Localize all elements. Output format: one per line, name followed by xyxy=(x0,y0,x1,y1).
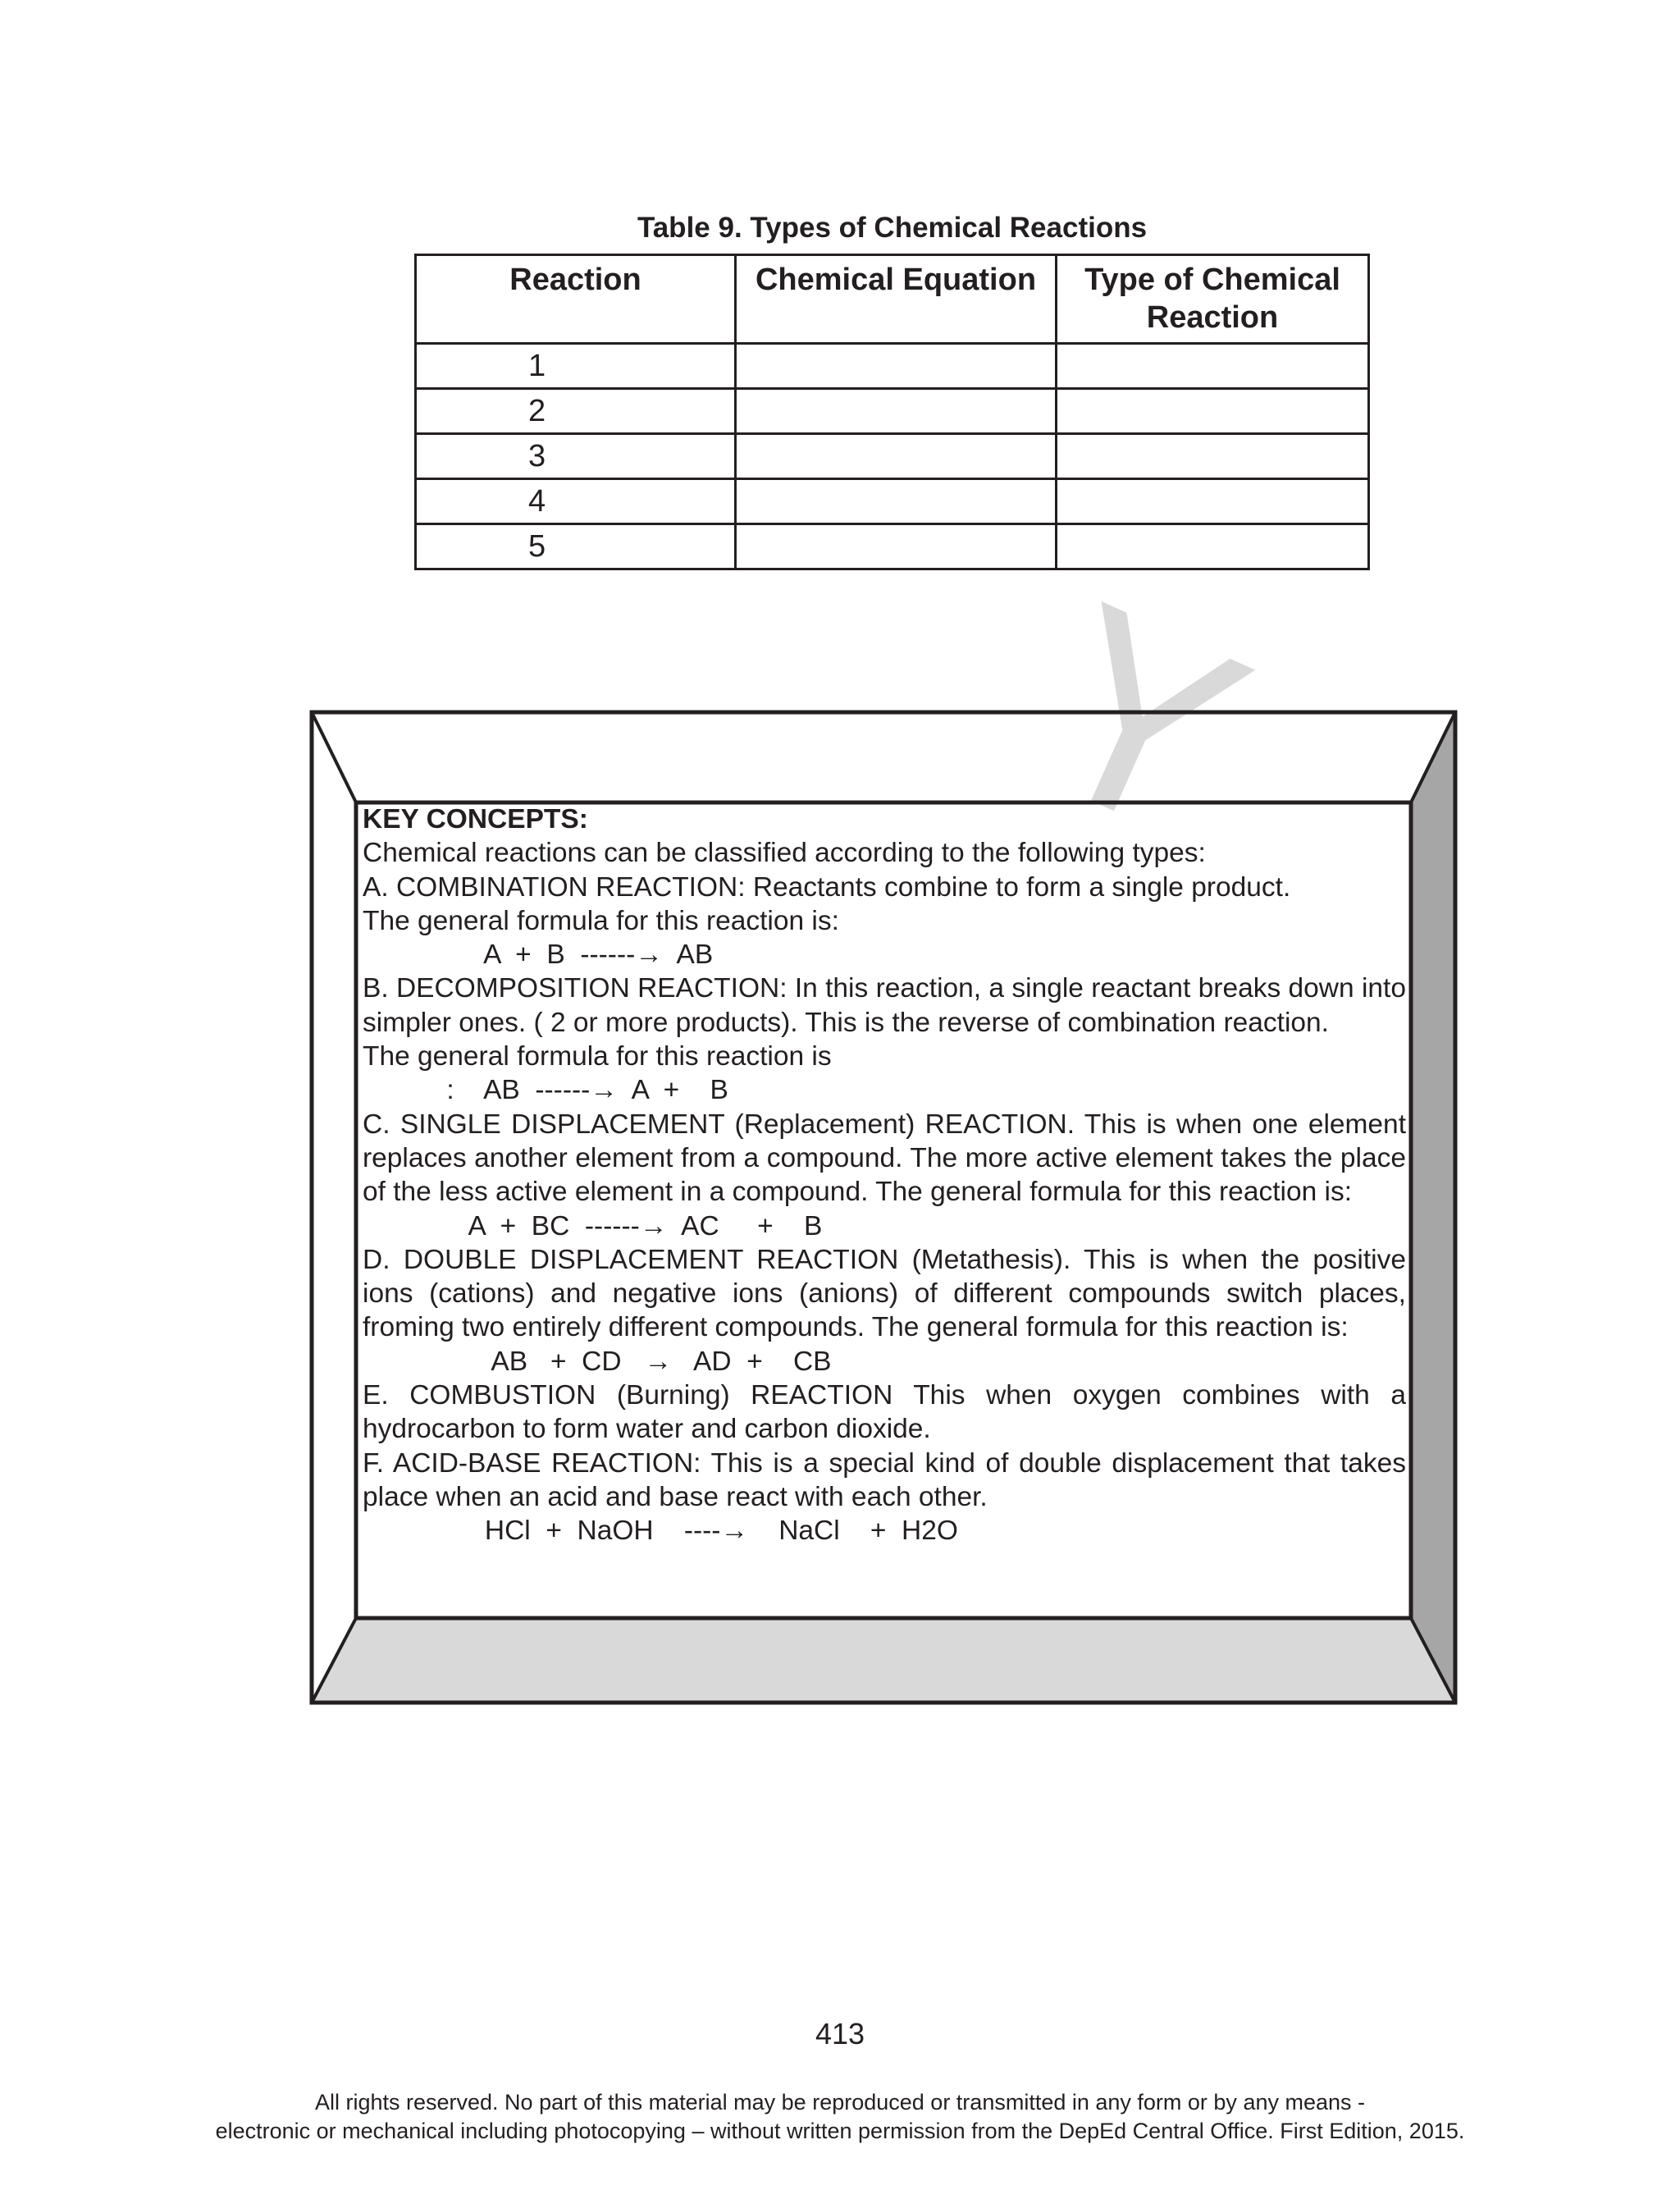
copyright-line: All rights reserved. No part of this material may be reproduced or transmitted in any form or by any means - xyxy=(314,2090,1366,2115)
frame-bottom-panel xyxy=(312,1618,1455,1703)
double-displacement-formula: AB + CD → AD + CB xyxy=(363,1346,832,1377)
key-concepts-box xyxy=(363,802,1406,1548)
acid-base-reaction-text: F. ACID-BASE REACTION: This is a special kind of double displacement that takes place when an acid and base react with each other. xyxy=(363,1447,1406,1512)
copyright-notice xyxy=(0,2088,1680,2146)
table-caption: Table 9. Types of Chemical Reactions xyxy=(637,212,1148,244)
reaction-number-cell: 1 xyxy=(416,344,736,389)
combination-formula-intro: The general formula for this reaction is: xyxy=(363,905,839,936)
copyright-line: electronic or mechanical including photocopying – without written permission from the DepEd Central Office. First Edition, 2015. xyxy=(215,2119,1465,2143)
frame-corner-line xyxy=(312,712,356,802)
decomposition-reaction-text: B. DECOMPOSITION REACTION: In this reaction, a single reactant breaks down into simpler ones. ( 2 or more products). This is the reverse of combination reaction. xyxy=(363,973,1406,1038)
single-displacement-formula: A + BC ------→ AC + B xyxy=(363,1210,823,1241)
combination-reaction-text: A. COMBINATION REACTION: Reactants combine to form a single product. xyxy=(363,871,1291,903)
page-number: 413 xyxy=(815,2017,865,2051)
decomposition-formula: : AB ------→ A + B xyxy=(363,1075,728,1106)
combustion-reaction-text: E. COMBUSTION (Burning) REACTION This when oxygen combines with a hydrocarbon to form water and carbon dioxide. xyxy=(363,1380,1406,1445)
double-displacement-text: D. DOUBLE DISPLACEMENT REACTION (Metathesis). This is when the positive ions (cations) and negative ions (anions) of different compounds switch places, froming two entirely different compounds. The general formula for this reaction is: xyxy=(363,1244,1406,1343)
key-concepts-intro: Chemical reactions can be classified according to the following types: xyxy=(363,838,1206,869)
reaction-number-cell: 4 xyxy=(416,479,736,524)
column-header-reaction-type: Type of Chemical Reaction xyxy=(1057,255,1369,344)
decomposition-formula-intro: The general formula for this reaction is xyxy=(363,1041,832,1072)
key-concepts-heading: KEY CONCEPTS: xyxy=(363,804,588,834)
reaction-number-cell: 3 xyxy=(416,434,736,479)
column-header-chemical-equation: Chemical Equation xyxy=(736,255,1057,344)
reaction-number-cell: 5 xyxy=(416,524,736,569)
reaction-number-cell: 2 xyxy=(416,389,736,434)
single-displacement-text: C. SINGLE DISPLACEMENT (Replacement) REACTION. This is when one element replaces another element from a compound. The more active element takes the place of the less active element in a compound. The general formula for this reaction is: xyxy=(363,1109,1406,1208)
frame-right-panel xyxy=(1411,712,1455,1703)
combination-formula: A + B ------→ AB xyxy=(363,940,714,971)
acid-base-formula: HCl + NaOH ----→ NaCl + H2O xyxy=(363,1516,958,1547)
column-header-reaction: Reaction xyxy=(416,255,736,344)
watermark: Y xyxy=(997,545,1293,898)
